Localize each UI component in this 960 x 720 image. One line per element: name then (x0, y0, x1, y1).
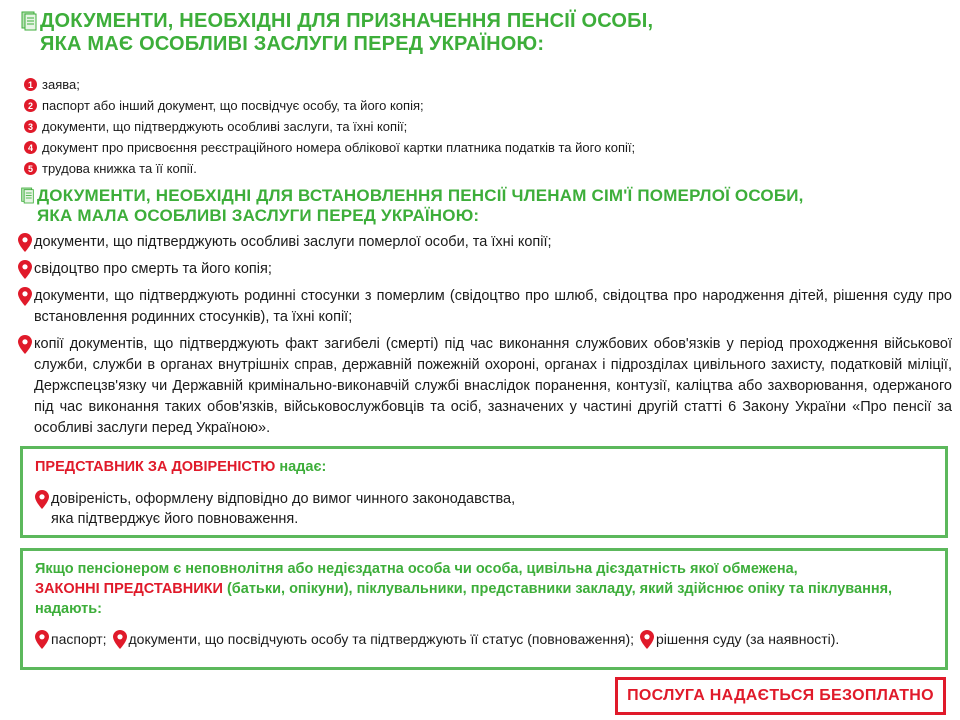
representative-box (20, 446, 948, 538)
list-item-text: документи, що посвідчують особу та підтверджують її статус (повноваження); (128, 631, 634, 647)
number-badge: 5 (24, 162, 37, 175)
list-item (18, 259, 952, 280)
section1-list (24, 74, 924, 179)
list-item (640, 629, 839, 649)
section2-title-line2: ЯКА МАЛА ОСОБЛИВІ ЗАСЛУГИ ПЕРЕД УКРАЇНОЮ: (37, 205, 480, 225)
list-item-text: трудова книжка та її копії. (42, 161, 197, 176)
representative-heading-red: ПРЕДСТАВНИК ЗА ДОВІРЕНІСТЮ (35, 459, 276, 475)
legal-items-row (35, 629, 933, 649)
document-icon (20, 11, 38, 31)
section1-title-line2: ЯКА МАЄ ОСОБЛИВІ ЗАСЛУГИ ПЕРЕД УКРАЇНОЮ: (40, 33, 545, 55)
location-pin-icon (18, 233, 32, 252)
list-item (24, 137, 924, 158)
list-item-text: документи, що підтверджують особливі заслуги померлої особи, та їхні копії; (34, 234, 552, 250)
representative-heading-green: надає: (275, 459, 327, 475)
list-item-text: документи, що підтверджують родинні стосунки з померлим (свідоцтво про шлюб, свідоцтва про народження дітей, рішення суду про встановлення родинних стосунків), та їхні копії; (34, 288, 952, 325)
section2-title (20, 186, 920, 225)
list-item (24, 74, 924, 95)
list-item-text: копії документів, що підтверджують факт загибелі (смерті) під час виконання службових обов'язків у період проходження військової служби, служби в органах внутрішніх справ, державній пожежній охороні, органах і підрозділах цивільного захисту, податковій міліції, Держспецзв'язку чи Державній кримінально-виконавчій службі внаслідок поранення, контузії, каліцтва або захворювання, одержаного під час виконання таких обов'язків, військовослужбовців та осіб, зазначених у частині другій статті 6 Закону України «Про пенсії за особливі заслуги перед Україною». (34, 336, 952, 436)
legal-heading-part2: (батьки, опікуни), піклувальники, представники закладу, який здійснює опіку та піклування, надають: (35, 581, 893, 617)
number-badge: 2 (24, 99, 37, 112)
list-item (35, 629, 107, 649)
list-item-text: паспорт або інший документ, що посвідчує особу, та його копія; (42, 98, 424, 113)
location-pin-icon (113, 630, 127, 649)
legal-representatives-heading (35, 559, 933, 619)
location-pin-icon (18, 287, 32, 306)
list-item-text: документ про присвоєння реєстраційного номера облікової картки платника податків та його копії; (42, 140, 636, 155)
number-badge: 1 (24, 78, 37, 91)
list-item (24, 158, 924, 179)
list-item (18, 232, 952, 253)
section1-title (20, 10, 920, 56)
section2-list (18, 232, 952, 445)
legal-heading-part1: Якщо пенсіонером є неповнолітня або недієздатна особа чи особа, цивільна дієздатність якої обмежена, (35, 561, 798, 577)
number-badge: 4 (24, 141, 37, 154)
location-pin-icon (35, 630, 49, 649)
number-badge: 3 (24, 120, 37, 133)
section2-title-line1: ДОКУМЕНТИ, НЕОБХІДНІ ДЛЯ ВСТАНОВЛЕННЯ ПЕНСІЇ ЧЛЕНАМ СІМ'Ї ПОМЕРЛОЇ ОСОБИ, (37, 186, 804, 205)
list-item-text: яка підтверджує його повноваження. (51, 511, 299, 527)
list-item (24, 116, 924, 137)
legal-representatives-box (20, 548, 948, 670)
list-item (18, 286, 952, 328)
representative-box-heading (35, 457, 933, 477)
location-pin-icon (35, 490, 49, 509)
list-item-text: заява; (42, 77, 80, 92)
location-pin-icon (18, 260, 32, 279)
list-item-text: свідоцтво про смерть та його копія; (34, 261, 272, 277)
list-item (113, 629, 634, 649)
list-item-text: рішення суду (за наявності). (656, 631, 840, 647)
free-service-badge: ПОСЛУГА НАДАЄТЬСЯ БЕЗОПЛАТНО (615, 677, 946, 715)
list-item (18, 334, 952, 439)
document-icon (20, 187, 35, 204)
list-item-text: довіреність, оформлену відповідно до вимог чинного законодавства, (51, 491, 516, 507)
list-item (35, 489, 933, 529)
location-pin-icon (640, 630, 654, 649)
legal-heading-red: ЗАКОННІ ПРЕДСТАВНИКИ (35, 581, 223, 597)
section1-title-line1: ДОКУМЕНТИ, НЕОБХІДНІ ДЛЯ ПРИЗНАЧЕННЯ ПЕНСІЇ ОСОБІ, (40, 10, 654, 32)
location-pin-icon (18, 335, 32, 354)
list-item-text: документи, що підтверджують особливі заслуги, та їхні копії; (42, 119, 408, 134)
list-item-text: паспорт; (51, 631, 107, 647)
list-item (24, 95, 924, 116)
